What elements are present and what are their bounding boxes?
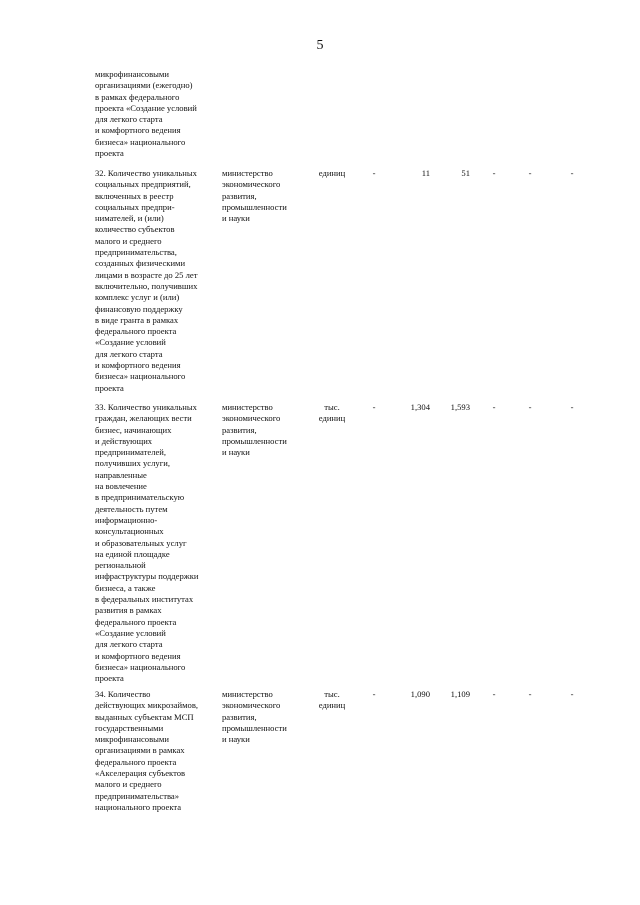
- value-cell: -: [372, 402, 376, 412]
- value-cell: 51: [461, 168, 470, 178]
- value-cell: -: [570, 689, 574, 699]
- responsible-ministry: министерство экономического развития, промышленности и науки: [222, 689, 287, 745]
- value-cell: -: [528, 168, 532, 178]
- indicator-name: 32. Количество уникальных социальных предприятий, включенных в реестр социальных предпри- нимателей, и (или) количество субъектов малого и среднего предпринимательства, созданных физическими лицами в возрасте до 25 лет включительно, получивших комплекс услуг и (или) финансовую поддержку в виде гранта в рамках федерального проекта «Создание условий для легкого старта и комфортного ведения бизнеса» национального проекта: [95, 168, 198, 393]
- value-cell: -: [528, 402, 532, 412]
- value-cell: -: [492, 402, 496, 412]
- value-cell: -: [570, 402, 574, 412]
- responsible-ministry: министерство экономического развития, промышленности и науки: [222, 402, 287, 458]
- continuation-indicator-name: микрофинансовыми организациями (ежегодно) в рамках федерального проекта «Создание условий для легкого старта и комфортного ведения бизнеса» национального проекта: [95, 69, 197, 159]
- page-number: 5: [316, 38, 324, 53]
- value-cell: -: [492, 168, 496, 178]
- value-cell: -: [492, 689, 496, 699]
- unit-of-measure: тыс. единиц: [318, 402, 346, 424]
- unit-of-measure: тыс. единиц: [318, 689, 346, 711]
- value-cell: -: [372, 689, 376, 699]
- responsible-ministry: министерство экономического развития, промышленности и науки: [222, 168, 287, 224]
- indicator-name: 33. Количество уникальных граждан, желающих вести бизнес, начинающих и действующих предпринимателей, получивших услуги, направленные на вовлечение в предпринимательскую деятельность путем информационно- консультационных и образовательных услуг на единой площадке региональной инфраструктуры поддержки бизнеса, а также в федеральных институтах развития в рамках федерального проекта «Создание условий для легкого старта и комфортного ведения бизнеса» национального проекта: [95, 402, 199, 684]
- value-cell: 1,593: [450, 402, 470, 412]
- value-cell: -: [528, 689, 532, 699]
- indicator-name: 34. Количество действующих микрозаймов, выданных субъектам МСП государственными микрофинансовыми организациями в рамках федерального проекта «Акселерация субъектов малого и среднего предпринимательства» национального проекта: [95, 689, 199, 812]
- unit-of-measure: единиц: [318, 168, 346, 178]
- value-cell: 1,109: [450, 689, 470, 699]
- value-cell: 1,090: [410, 689, 430, 699]
- value-cell: 1,304: [410, 402, 430, 412]
- value-cell: -: [372, 168, 376, 178]
- value-cell: -: [570, 168, 574, 178]
- value-cell: 11: [421, 168, 430, 178]
